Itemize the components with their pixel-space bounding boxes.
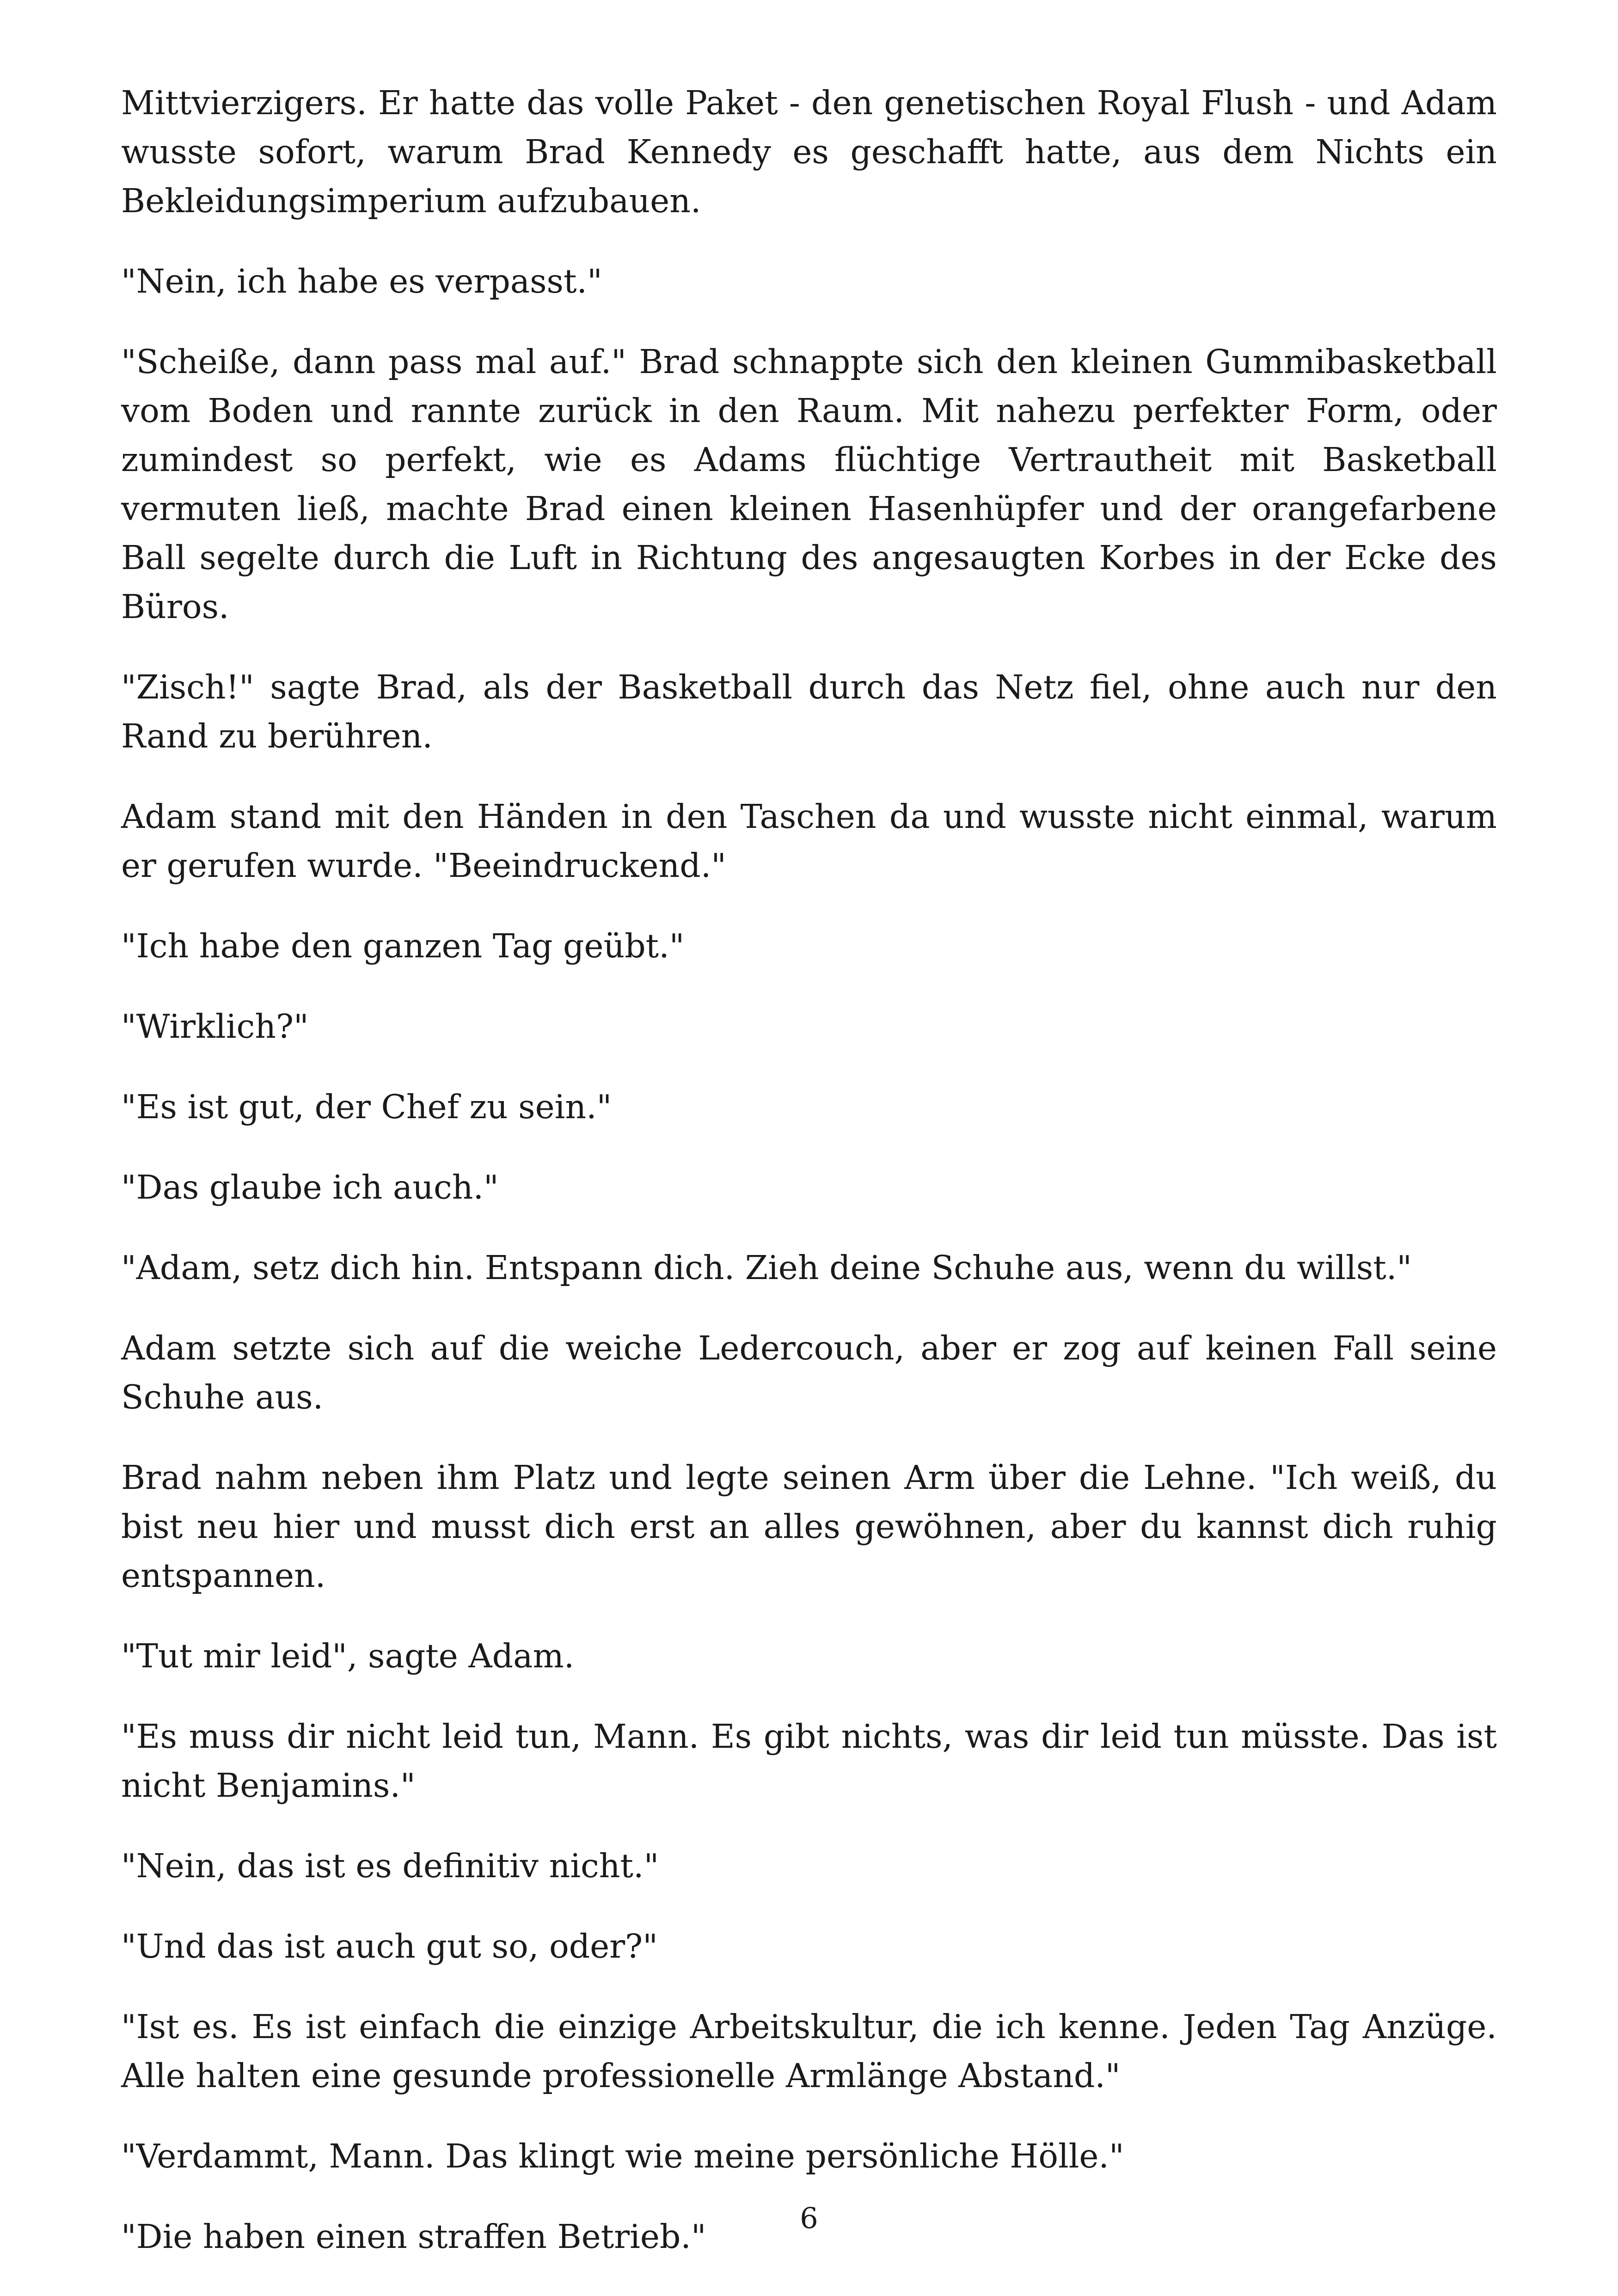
page-number: 6 bbox=[800, 2201, 818, 2235]
paragraph: "Adam, setz dich hin. Entspann dich. Zieh deine Schuhe aus, wenn du willst." bbox=[121, 1249, 1412, 1287]
page-body bbox=[121, 79, 1497, 2293]
paragraph: "Tut mir leid", sagte Adam. bbox=[121, 1637, 575, 1675]
paragraph: "Das glaube ich auch." bbox=[121, 1168, 499, 1206]
paragraph: "Und das ist auch gut so, oder?" bbox=[121, 1927, 658, 1965]
paragraph: "Ist es. Es ist einfach die einzige Arbeitskultur, die ich kenne. Jeden Tag Anzüge. Alle halten eine gesunde professionelle Armlänge Abstand." bbox=[121, 2008, 1497, 2095]
paragraph: Adam setzte sich auf die weiche Ledercouch, aber er zog auf keinen Fall seine Schuhe aus. bbox=[121, 1329, 1497, 1416]
paragraph: "Die haben einen straffen Betrieb." bbox=[121, 2217, 706, 2256]
paragraph: "Nein, das ist es definitiv nicht." bbox=[121, 1847, 659, 1885]
paragraph: "Wirklich?" bbox=[121, 1007, 309, 1046]
paragraph: "Scheiße, dann pass mal auf." Brad schnappte sich den kleinen Gummibasketball vom Boden und rannte zurück in den Raum. Mit nahezu perfekter Form, oder zumindest so perfekt, wie es Adams flüchtige Vertrautheit mit Basketball vermuten ließ, machte Brad einen kleinen Hasenhüpfer und der orangefarbene Ball segelte durch die Luft in Richtung des angesaugten Korbes in der Ecke des Büros. bbox=[121, 343, 1497, 626]
paragraph: Brad nahm neben ihm Platz und legte seinen Arm über die Lehne. "Ich weiß, du bist neu hier und musst dich erst an alles gewöhnen, aber du kannst dich ruhig entspannen. bbox=[121, 1458, 1497, 1595]
paragraph: "Zisch!" sagte Brad, als der Basketball durch das Netz fiel, ohne auch nur den Rand zu berühren. bbox=[121, 668, 1497, 755]
paragraph: "Es muss dir nicht leid tun, Mann. Es gibt nichts, was dir leid tun müsste. Das ist nicht Benjamins." bbox=[121, 1717, 1497, 1805]
paragraph: "Nein, ich habe es verpasst." bbox=[121, 262, 602, 300]
paragraph: "Es ist gut, der Chef zu sein." bbox=[121, 1088, 612, 1126]
paragraph: "Ich habe den ganzen Tag geübt." bbox=[121, 927, 685, 965]
paragraph: Adam stand mit den Händen in den Taschen da und wusste nicht einmal, warum er gerufen wurde. "Beeindruckend." bbox=[121, 797, 1497, 885]
paragraph: Mittvierzigers. Er hatte das volle Paket - den genetischen Royal Flush - und Adam wusste sofort, warum Brad Kennedy es geschafft hatte, aus dem Nichts ein Bekleidungsimperium aufzubauen. bbox=[121, 84, 1497, 220]
paragraph: "Verdammt, Mann. Das klingt wie meine persönliche Hölle." bbox=[121, 2137, 1124, 2175]
